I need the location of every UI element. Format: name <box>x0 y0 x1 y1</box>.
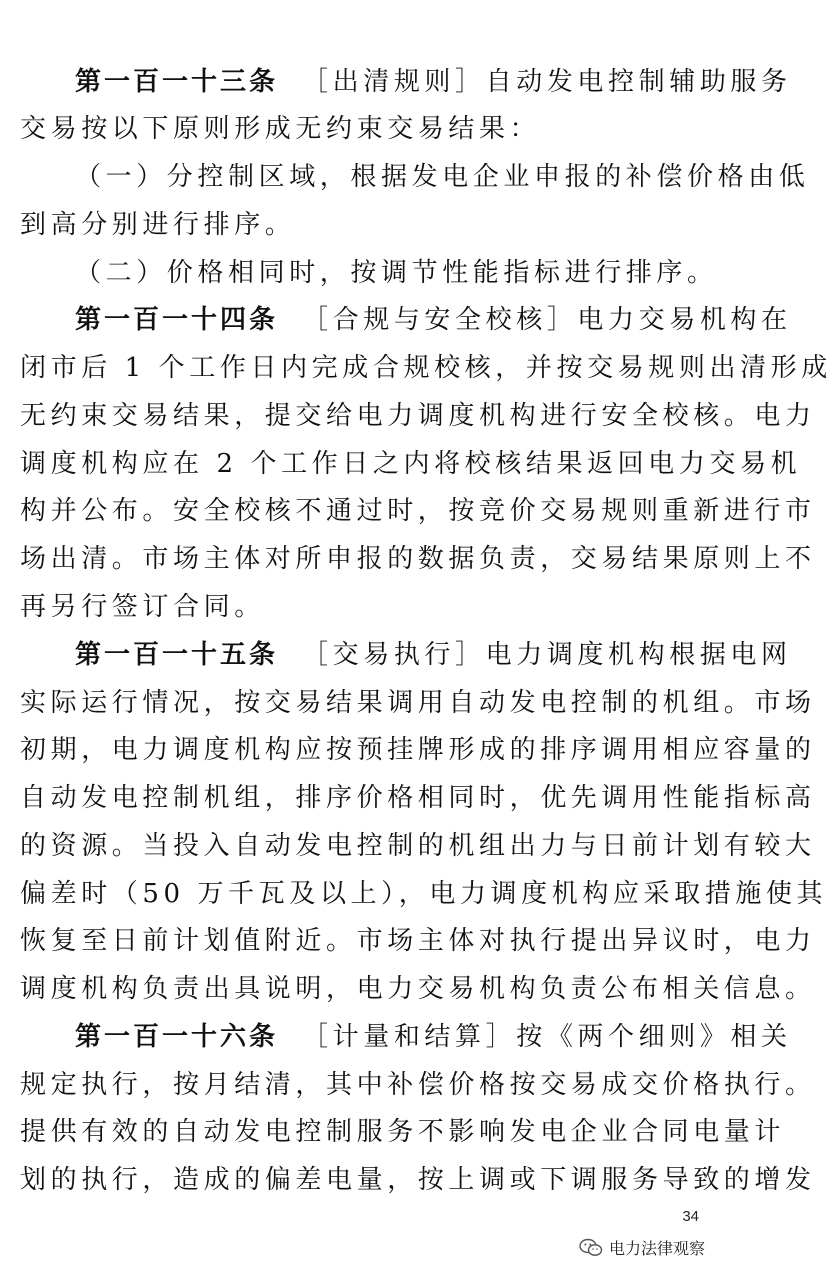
article-114-heading: 第一百一十四条 <box>75 305 279 335</box>
article-115-line-5: 的资源。当投入自动发电控制的机组出力与日前计划有较大 <box>20 831 816 861</box>
article-115-heading: 第一百一十五条 <box>75 640 279 670</box>
article-114-line-2: 闭市后 1 个工作日内完成合规校核，并按交易规则出清形成 <box>20 353 832 383</box>
article-113-item-1-cont: 到高分别进行排序。 <box>20 210 296 240</box>
article-113-item-1: （一）分控制区域，根据发电企业申报的补偿价格由低 <box>75 162 810 192</box>
article-116-line-2: 规定执行，按月结清，其中补偿价格按交易成交价格执行。 <box>20 1070 816 1100</box>
watermark <box>579 1236 705 1259</box>
article-115-line-3: 初期，电力调度机构应按预挂牌形成的排序调用相应容量的 <box>20 735 816 765</box>
article-116-line-4: 划的执行，造成的偏差电量，按上调或下调服务导致的增发 <box>20 1165 816 1195</box>
article-115-line-1: 第一百一十五条 ［交易执行］电力调度机构根据电网 <box>75 640 792 670</box>
article-115-line-4: 自动发电控制机组，排序价格相同时，优先调用性能指标高 <box>20 783 816 813</box>
article-113-line-2: 交易按以下原则形成无约束交易结果： <box>20 114 541 144</box>
article-113-heading: 第一百一十三条 <box>75 67 279 97</box>
article-114-line-1: 第一百一十四条 ［合规与安全校核］电力交易机构在 <box>75 305 792 335</box>
article-116-heading: 第一百一十六条 <box>75 1022 279 1052</box>
article-113-item-2: （二）价格相同时，按调节性能指标进行排序。 <box>75 258 718 288</box>
article-114-line-5: 构并公布。安全校核不通过时，按竞价交易规则重新进行市 <box>20 496 816 526</box>
article-114-line-7: 再另行签订合同。 <box>20 592 265 622</box>
article-116-line-3: 提供有效的自动发电控制服务不影响发电企业合同电量计 <box>20 1117 786 1147</box>
article-115-line-6: 偏差时（50 万千瓦及以上），电力调度机构应采取措施使其 <box>20 879 828 909</box>
article-114-line-3: 无约束交易结果，提交给电力调度机构进行安全校核。电力 <box>20 401 816 431</box>
article-115-line-7: 恢复至日前计划值附近。市场主体对执行提出异议时，电力 <box>20 926 816 956</box>
article-113-line-1: 第一百一十三条 ［出清规则］自动发电控制辅助服务 <box>75 67 792 97</box>
watermark-text: 电力法律观察 <box>608 1239 705 1258</box>
wechat-icon <box>579 1238 603 1258</box>
article-114-line-6: 场出清。市场主体对所申报的数据负责，交易结果原则上不 <box>20 544 816 574</box>
article-116-line-1: 第一百一十六条 ［计量和结算］按《两个细则》相关 <box>75 1022 792 1052</box>
article-114-line-4: 调度机构应在 2 个工作日之内将校核结果返回电力交易机 <box>20 449 802 479</box>
article-115-line-8: 调度机构负责出具说明，电力交易机构负责公布相关信息。 <box>20 974 816 1004</box>
page-number: 34 <box>682 1208 699 1225</box>
article-115-line-2: 实际运行情况，按交易结果调用自动发电控制的机组。市场 <box>20 688 816 718</box>
